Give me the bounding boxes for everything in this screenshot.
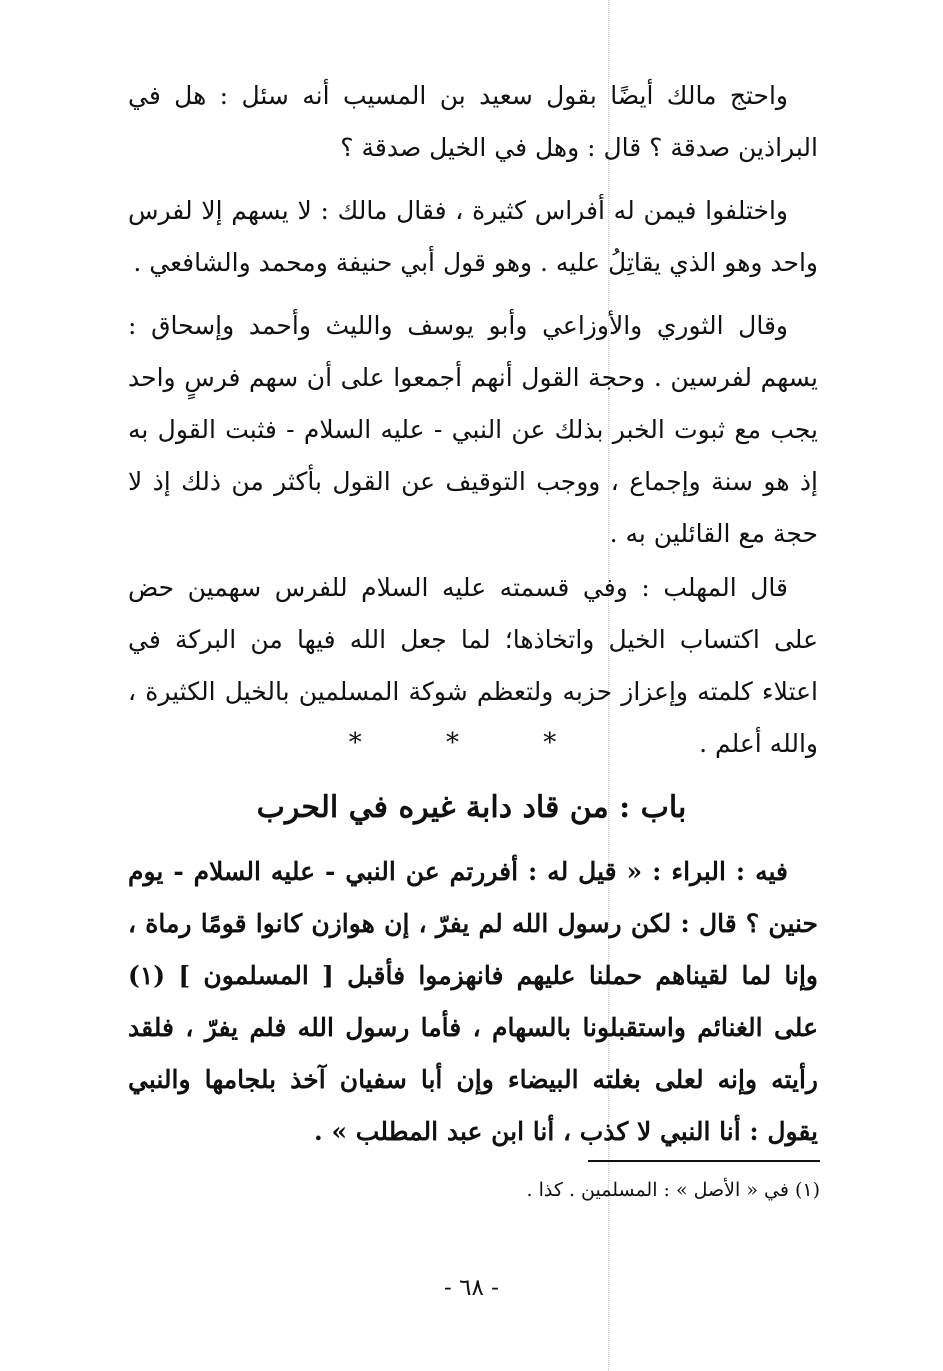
paragraph-3 [128, 300, 818, 560]
paragraph-2 [128, 185, 818, 289]
paragraph-4-text: قال المهلب : وفي قسمته عليه السلام للفرس سهمين حض على اكتساب الخيل واتخاذها؛ لما جعل الله فيها من البركة في اعتلاء كلمته وإعزاز حزبه ولتعظم شوكة المسلمين بالخيل الكثيرة ، والله أعلم . [128, 573, 818, 758]
paragraph-2-text: واختلفوا فيمن له أفراس كثيرة ، فقال مالك : لا يسهم إلا لفرس واحد وهو الذي يقاتِلُ عليه . وهو قول أبي حنيفة ومحمد والشافعي . [128, 196, 818, 277]
footnote-divider [588, 1160, 820, 1162]
chapter-title: باب : من قاد دابة غيره في الحرب [256, 790, 687, 825]
paragraph-1-text: واحتج مالك أيضًا بقول سعيد بن المسيب أنه سئل : هل في البراذين صدقة ؟ قال : وهل في الخيل صدقة ؟ [128, 81, 818, 162]
paragraph-3-text: وقال الثوري والأوزاعي وأبو يوسف والليث وأحمد وإسحاق : يسهم لفرسين . وحجة القول أنهم أجمعوا على أن سهم فرسٍ واحد يجب مع ثبوت الخبر بذلك عن النبي - عليه السلام - فثبت القول به إذ هو سنة وإجماع ، ووجب التوقيف عن القول بأكثر من ذلك إذ لا حجة مع القائلين به . [128, 311, 818, 548]
footnote: (١) في « الأصل » : المسلمين . كذا . [526, 1179, 820, 1201]
hadith-text: فيه : البراء : « قيل له : أفررتم عن النبي - عليه السلام - يوم حنين ؟ قال : لكن رسول الله لم يفرّ ، إن هوازن كانوا قومًا رماة ، وإنا لما لقيناهم حملنا عليهم فانهزموا فأقبل [ المسلمون ] (١) على الغنائم واستقبلونا بالسهام ، فأما رسول الله فلم يفرّ ، فلقد رأيته وإنه لعلى بغلته البيضاء وإن أبا سفيان آخذ بلجامها والنبي يقول : أنا النبي لا كذب ، أنا ابن عبد المطلب » . [128, 857, 818, 1146]
section-separator: * * * [348, 728, 595, 758]
paragraph-1 [128, 70, 818, 174]
page-number: - ٦٨ - [444, 1275, 499, 1301]
